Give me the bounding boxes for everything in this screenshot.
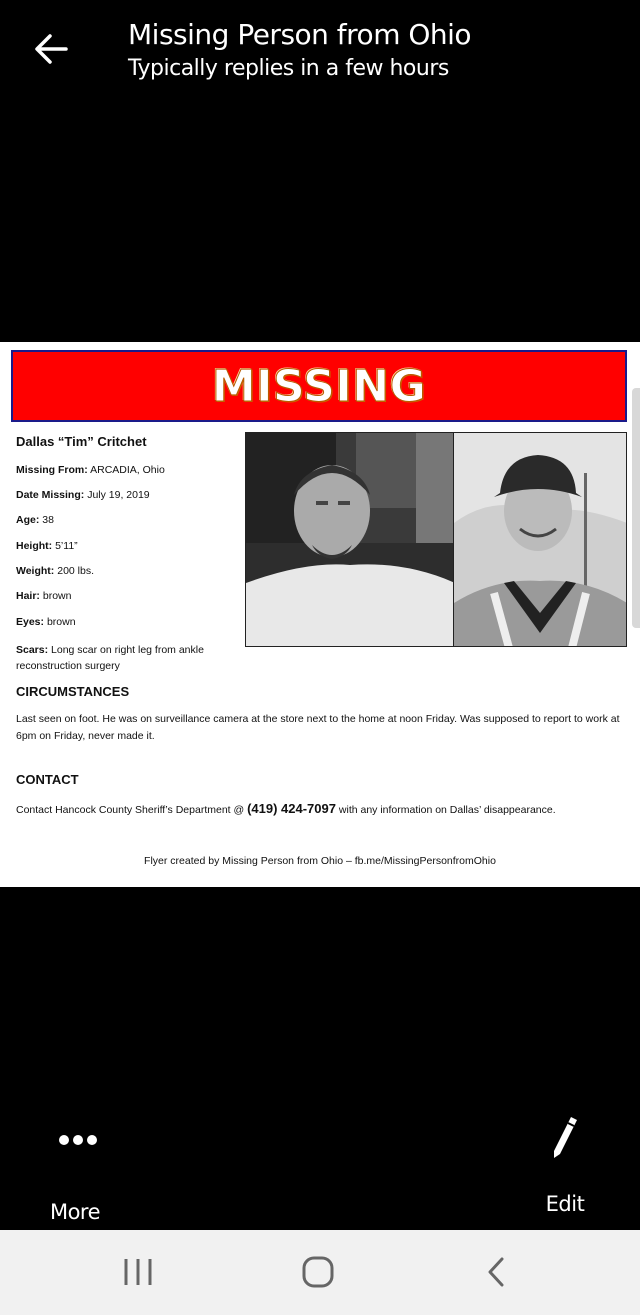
more-label: More (49, 1200, 101, 1224)
weight-label: Weight: (16, 565, 55, 577)
contact-text (16, 801, 556, 816)
height-label: Height: (16, 540, 53, 552)
scars-label: Scars: (16, 644, 49, 656)
age-row (16, 514, 54, 526)
missing-from-value: ARCADIA, Ohio (90, 464, 165, 476)
image-actions-bar (0, 1100, 640, 1230)
back-chevron-icon (468, 1252, 528, 1292)
pencil-icon (550, 1114, 580, 1160)
person-photos (245, 432, 627, 647)
photo-right (454, 433, 626, 646)
age-value: 38 (42, 514, 54, 526)
more-button[interactable] (30, 1120, 120, 1224)
home-icon (288, 1252, 348, 1292)
missing-person-flyer[interactable] (0, 342, 640, 887)
circumstances-heading: CIRCUMSTANCES (16, 684, 130, 699)
scrollbar[interactable] (632, 388, 640, 628)
person-name: Dallas “Tim” Critchet (16, 434, 147, 449)
missing-from-row (16, 464, 165, 476)
back-button[interactable] (30, 28, 72, 70)
date-missing-row (16, 489, 150, 501)
hair-value: brown (42, 590, 72, 602)
page-title: Missing Person from Ohio (128, 18, 472, 51)
banner-text: MISSING (211, 360, 427, 412)
chat-header (0, 0, 640, 110)
weight-row (16, 565, 94, 577)
contact-suffix: with any information on Dallas’ disappearance. (335, 804, 556, 816)
contact-heading: CONTACT (16, 772, 79, 787)
age-label: Age: (16, 514, 40, 526)
scars-row (16, 642, 236, 674)
eyes-label: Eyes: (16, 616, 45, 628)
flyer-footer: Flyer created by Missing Person from Ohio – fb.me/MissingPersonfromOhio (144, 855, 496, 867)
eyes-row (16, 616, 76, 628)
nav-back-button[interactable] (468, 1252, 528, 1292)
weight-value: 200 lbs. (57, 565, 95, 577)
missing-banner (11, 350, 627, 422)
scars-value: Long scar on right leg from ankle reconstruction surgery (16, 644, 204, 672)
back-arrow-icon (30, 28, 72, 70)
page-subtitle: Typically replies in a few hours (128, 56, 449, 81)
height-row (16, 540, 78, 552)
date-missing-label: Date Missing: (16, 489, 85, 501)
eyes-value: brown (46, 616, 76, 628)
edit-label: Edit (545, 1192, 585, 1216)
hair-label: Hair: (16, 590, 40, 602)
contact-phone: (419) 424-7097 (247, 801, 336, 816)
recent-apps-button[interactable] (108, 1252, 168, 1292)
hair-row (16, 590, 71, 602)
missing-from-label: Missing From: (16, 464, 88, 476)
more-dots-icon (58, 1134, 98, 1146)
date-missing-value: July 19, 2019 (87, 489, 150, 501)
edit-button[interactable] (520, 1112, 610, 1215)
photo-left (246, 433, 454, 646)
circumstances-text: Last seen on foot. He was on surveillance camera at the store next to the home at noon Friday. Was supposed to report to work at 6pm on Friday, never made it. (16, 713, 620, 742)
contact-prefix: Contact Hancock County Sheriff’s Department @ (16, 804, 248, 816)
recent-apps-icon (108, 1252, 168, 1292)
height-value: 5’11” (55, 540, 78, 552)
system-nav-bar (0, 1230, 640, 1315)
home-button[interactable] (288, 1252, 348, 1292)
